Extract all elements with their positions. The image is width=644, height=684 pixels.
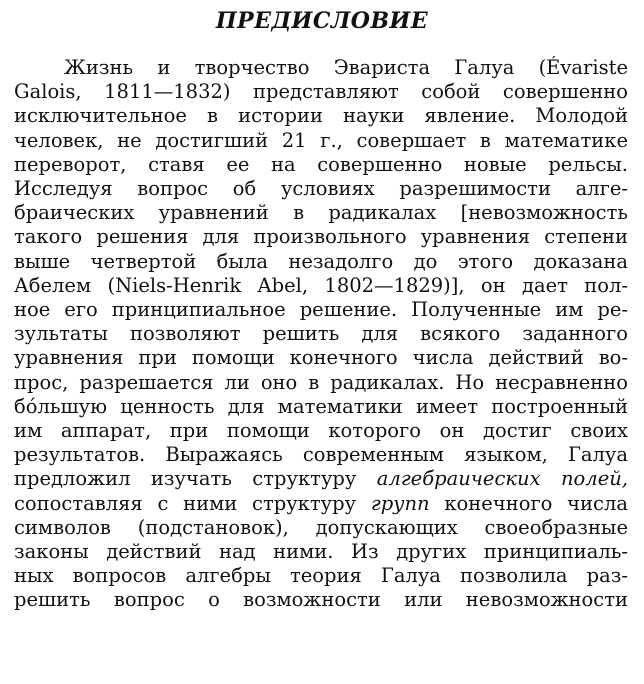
text-line-1: Жизнь и творчество Эвариста Галуа (Évariste: [64, 56, 628, 79]
text-line-7: браических уравнений в радикалах [невозможность: [14, 201, 628, 225]
text-line-6: Исследуя вопрос об условиях разрешимости алге-: [14, 177, 628, 201]
text-line-14: прос, разрешается ли оно в радикалах. Но несравненно: [14, 370, 628, 394]
text-line-17: результатов. Выражаясь современным языком, Галуа: [14, 443, 628, 467]
text-line-22: ных вопросов алгебры теория Галуа позволила раз-: [14, 564, 628, 588]
text-line-9: выше четвертой была незадолго до этого доказана: [14, 249, 628, 273]
text-line-11: ное его принципиальное решение. Полученные им ре-: [14, 298, 628, 322]
line-18-lead: предложил изучать структуру: [14, 467, 377, 491]
text-line-12: зультаты позволяют решить для всякого заданного: [14, 322, 628, 346]
text-line-10: Абелем (Niels-Henrik Abel, 1802—1829)], он дает пол-: [14, 273, 628, 297]
italic-term-groups: групп: [370, 491, 430, 515]
text-line-21: законы действий над ними. Из других принципиаль-: [14, 540, 628, 564]
text-line-16: им аппарат, при помощи которого он достиг своих: [14, 419, 628, 443]
text-line-5: переворот, ставя ее на совершенно новые рельсы.: [14, 152, 628, 176]
text-line-4: человек, не достигший 21 г., совершает в математике: [14, 128, 628, 152]
text-line-2: Galois, 1811—1832) представляют собой совершенно: [14, 80, 628, 104]
text-line-18: [14, 467, 628, 491]
text-line-23: решить вопрос о возможности или невозможности: [14, 588, 628, 612]
line-19-tail: конечного числа: [429, 491, 628, 515]
text-line-8: такого решения для произвольного уравнения степени: [14, 225, 628, 249]
text-line-19: [14, 492, 628, 516]
page-title: ПРЕДИСЛОВИЕ: [215, 8, 429, 34]
text-line-13: уравнения при помощи конечного числа действий во-: [14, 346, 628, 370]
text-line-15: бо́льшую ценность для математики имеет построенный: [14, 394, 628, 418]
italic-term-algebraic-fields: алгебраических полей,: [376, 467, 628, 491]
text-line-20: символов (подстановок), допускающих своеобразные: [14, 515, 628, 539]
preface-paragraph: [14, 56, 628, 613]
line-19-lead: сопоставляя с ними структуру: [14, 491, 371, 515]
text-line-3: исключительное в истории науки явление. Молодой: [14, 104, 628, 128]
